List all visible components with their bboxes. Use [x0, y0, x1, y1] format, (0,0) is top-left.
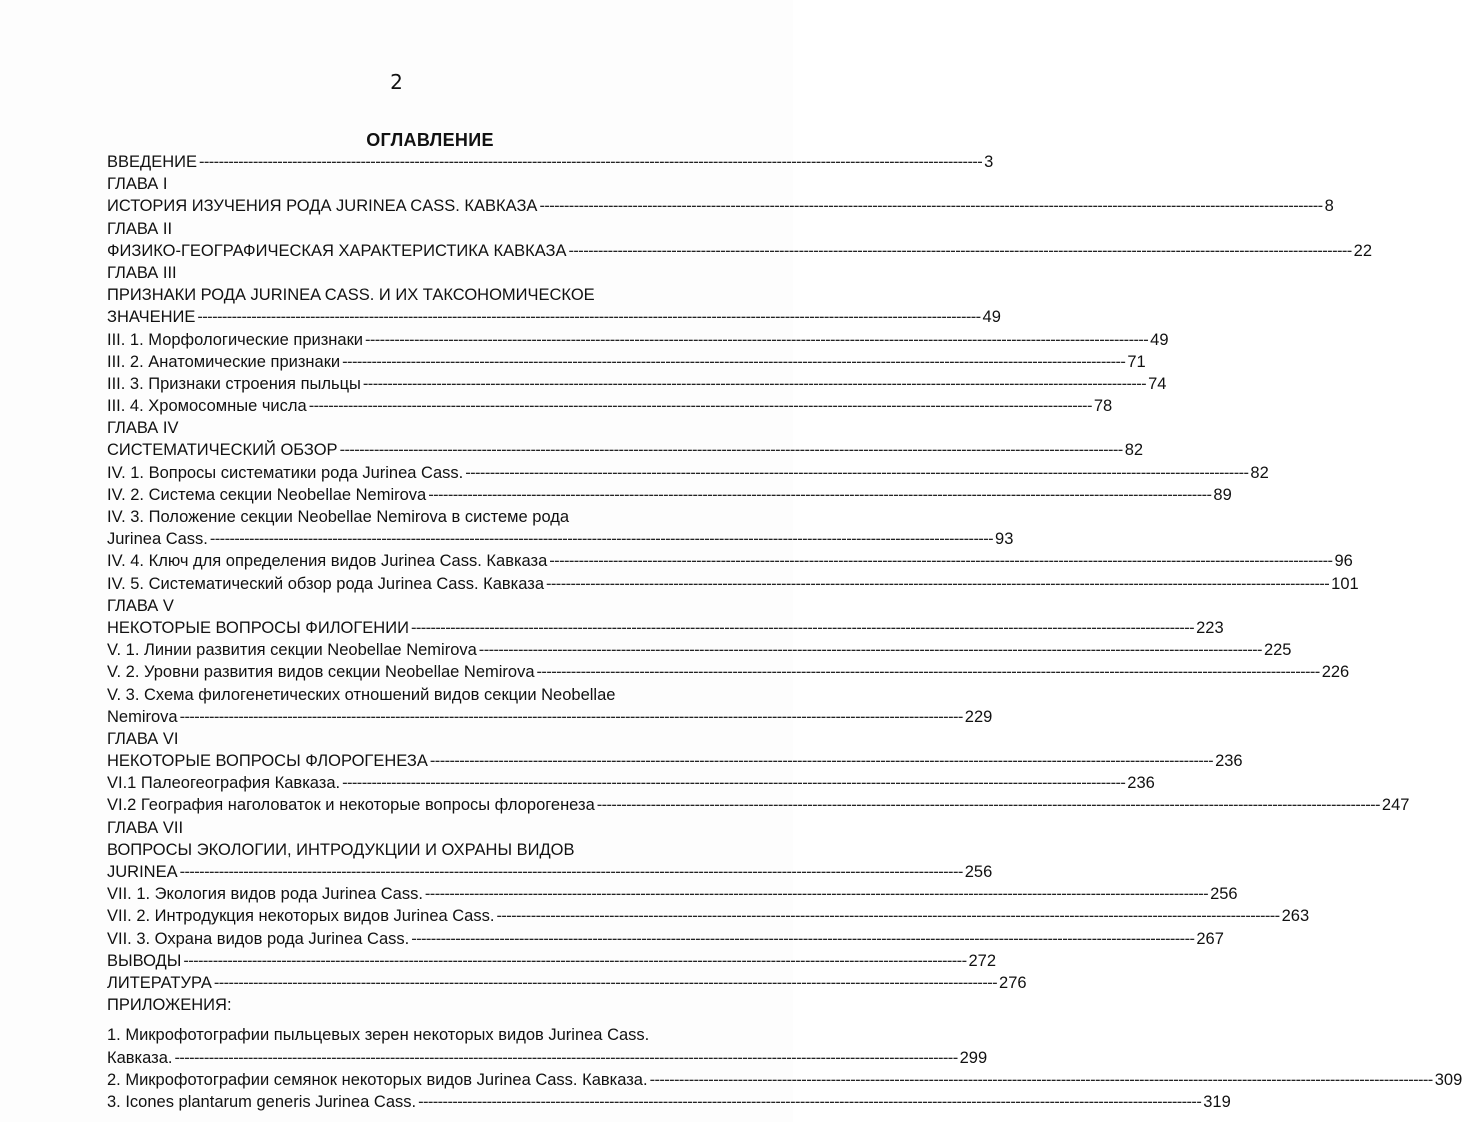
toc-entry-text: VII. 2. Интродукция некоторых видов Jurinea Cass.: [107, 907, 495, 926]
dot-leader: ----------------------------------------------------------------------------------------------------------------------------------------------------------------: [539, 197, 1323, 216]
dot-leader: ----------------------------------------------------------------------------------------------------------------------------------------------------------------: [596, 796, 1380, 815]
toc-entry-page: 8: [1324, 197, 1334, 216]
toc-entry-page: 267: [1196, 929, 1224, 948]
dot-leader: ----------------------------------------------------------------------------------------------------------------------------------------------------------------: [213, 973, 998, 992]
toc-entry: [107, 928, 1224, 950]
dot-leader: ----------------------------------------------------------------------------------------------------------------------------------------------------------------: [424, 885, 1209, 904]
table-of-contents: [107, 151, 1462, 1113]
toc-entry: [107, 772, 1155, 794]
dot-leader: ----------------------------------------------------------------------------------------------------------------------------------------------------------------: [649, 1070, 1433, 1089]
toc-entry-page: 247: [1381, 796, 1410, 815]
dot-leader: ----------------------------------------------------------------------------------------------------------------------------------------------------------------: [429, 752, 1214, 771]
toc-entry-page: 299: [959, 1048, 988, 1067]
toc-entry: [107, 151, 994, 173]
toc-entry-text: IV. 1. Вопросы систематики рода Jurinea Cass.: [107, 463, 464, 482]
toc-entry: [107, 528, 1014, 550]
toc-entry-page: 74: [1148, 374, 1167, 393]
toc-entry-text: JURINEA: [107, 863, 178, 881]
toc-entry: [107, 1069, 1462, 1091]
toc-entry: [107, 351, 1146, 373]
toc-heading: ГЛАВА III: [107, 263, 177, 282]
toc-entry-text: Jurinea Cass.: [107, 530, 208, 549]
dot-leader: ----------------------------------------------------------------------------------------------------------------------------------------------------------------: [362, 374, 1147, 393]
toc-entry: [107, 661, 1350, 683]
toc-entry-page: 71: [1127, 352, 1146, 371]
toc-entry-text: VII. 1. Экология видов рода Jurinea Cass.: [107, 885, 423, 904]
toc-entry: [107, 306, 1001, 328]
toc-entry-page: 272: [968, 951, 997, 970]
toc-entry-page: 256: [1210, 885, 1238, 904]
toc-entry-text: ФИЗИКО-ГЕОГРАФИЧЕСКАЯ ХАРАКТЕРИСТИКА КАВКАЗА: [107, 241, 567, 260]
toc-entry-text: VII. 3. Охрана видов рода Jurinea Cass.: [107, 929, 410, 948]
toc-entry-text: ЗНАЧЕНИЕ: [107, 308, 196, 327]
toc-entry-text: VI.2 География наголоваток и некоторые вопросы флорогенеза: [107, 796, 595, 815]
toc-entry-text: 2. Микрофотографии семянок некоторых видов Jurinea Cass. Кавказа.: [107, 1070, 648, 1089]
dot-leader: ----------------------------------------------------------------------------------------------------------------------------------------------------------------: [197, 308, 981, 327]
toc-entry: [107, 195, 1334, 217]
toc-entry-text: СИСТЕМАТИЧЕСКИЙ ОБЗОР: [107, 441, 338, 460]
toc-entry: [107, 750, 1243, 772]
toc-entry-text: ВЫВОДЫ: [107, 951, 182, 970]
dot-leader: ----------------------------------------------------------------------------------------------------------------------------------------------------------------: [174, 1048, 958, 1067]
toc-heading: 1. Микрофотографии пыльцевых зерен некоторых видов Jurinea Cass.: [107, 1026, 650, 1045]
dot-leader: ----------------------------------------------------------------------------------------------------------------------------------------------------------------: [411, 929, 1195, 948]
toc-heading: ВОПРОСЫ ЭКОЛОГИИ, ИНТРОДУКЦИИ И ОХРАНЫ ВИДОВ: [107, 840, 575, 859]
toc-entry-page: 226: [1321, 663, 1350, 682]
toc-entry: [107, 706, 993, 728]
spacer: [107, 1016, 747, 1024]
dot-leader: ----------------------------------------------------------------------------------------------------------------------------------------------------------------: [179, 707, 963, 726]
dot-leader: ----------------------------------------------------------------------------------------------------------------------------------------------------------------: [179, 863, 963, 881]
toc-entry: [107, 905, 1310, 927]
dot-leader: ----------------------------------------------------------------------------------------------------------------------------------------------------------------: [568, 241, 1352, 260]
toc-entry-text: ИСТОРИЯ ИЗУЧЕНИЯ РОДА JURINEA CASS. КАВКАЗА: [107, 197, 538, 216]
dot-leader: ----------------------------------------------------------------------------------------------------------------------------------------------------------------: [428, 485, 1212, 504]
toc-entry: [107, 639, 1292, 661]
toc-entry-page: 49: [1150, 330, 1169, 349]
toc-entry-page: 82: [1124, 441, 1144, 460]
toc-entry-page: 229: [964, 707, 993, 726]
page-number: 2: [390, 70, 403, 94]
toc-entry: [107, 373, 1167, 395]
dot-leader: ----------------------------------------------------------------------------------------------------------------------------------------------------------------: [198, 153, 983, 171]
toc-entry-text: III. 1. Морфологические признаки: [107, 330, 363, 349]
dot-leader: ----------------------------------------------------------------------------------------------------------------------------------------------------------------: [465, 463, 1249, 482]
toc-entry-page: 236: [1127, 774, 1155, 793]
dot-leader: ----------------------------------------------------------------------------------------------------------------------------------------------------------------: [549, 552, 1333, 571]
toc-entry-text: ВВЕДЕНИЕ: [107, 153, 197, 171]
dot-leader: ----------------------------------------------------------------------------------------------------------------------------------------------------------------: [365, 330, 1149, 349]
toc-entry-text: III. 4. Хромосомные числа: [107, 397, 307, 416]
toc-entry: [107, 794, 1410, 816]
dot-leader: ----------------------------------------------------------------------------------------------------------------------------------------------------------------: [410, 618, 1195, 637]
toc-heading: ГЛАВА VII: [107, 818, 184, 837]
toc-entry-page: 236: [1215, 752, 1243, 771]
dot-leader: ----------------------------------------------------------------------------------------------------------------------------------------------------------------: [478, 641, 1262, 660]
toc-entry-text: ЛИТЕРАТУРА: [107, 973, 212, 992]
toc-entry: [107, 1091, 1231, 1113]
toc-entry-text: III. 2. Анатомические признаки: [107, 352, 341, 371]
toc-heading: V. 3. Схема филогенетических отношений видов секции Neobellae: [107, 685, 616, 704]
toc-heading: ГЛАВА V: [107, 596, 174, 615]
toc-entry-text: VI.1 Палеогеография Кавказа.: [107, 774, 341, 793]
toc-entry-page: 3: [984, 153, 994, 171]
toc-entry: [107, 462, 1269, 484]
toc-entry: [107, 395, 1113, 417]
toc-heading: ГЛАВА IV: [107, 419, 179, 438]
toc-entry-text: V. 2. Уровни развития видов секции Neobellae Nemirova: [107, 663, 535, 682]
toc-entry-page: 93: [995, 530, 1014, 549]
toc-entry: [107, 950, 997, 972]
toc-heading: ГЛАВА I: [107, 175, 168, 194]
toc-heading: IV. 3. Положение секции Neobellae Nemirova в системе рода: [107, 508, 570, 526]
toc-entry-page: 89: [1213, 485, 1232, 504]
toc-entry-text: НЕКОТОРЫЕ ВОПРОСЫ ФИЛОГЕНИИ: [107, 618, 409, 637]
toc-heading: ПРИЛОЖЕНИЯ:: [107, 996, 232, 1015]
toc-entry-page: 263: [1281, 907, 1310, 926]
dot-leader: ----------------------------------------------------------------------------------------------------------------------------------------------------------------: [342, 774, 1126, 793]
toc-entry: [107, 1047, 988, 1069]
dot-leader: ----------------------------------------------------------------------------------------------------------------------------------------------------------------: [339, 441, 1123, 460]
toc-entry-text: Nemirova: [107, 707, 178, 726]
toc-entry-text: III. 3. Признаки строения пыльцы: [107, 374, 361, 393]
toc-heading: ГЛАВА VI: [107, 729, 179, 748]
toc-entry-page: 276: [999, 973, 1027, 992]
toc-entry-text: IV. 2. Система секции Neobellae Nemirova: [107, 485, 427, 504]
toc-entry: [107, 550, 1353, 572]
toc-entry: [107, 439, 1144, 461]
toc-entry-text: IV. 4. Ключ для определения видов Jurinea Cass. Кавказа: [107, 552, 548, 571]
dot-leader: ----------------------------------------------------------------------------------------------------------------------------------------------------------------: [496, 907, 1280, 926]
toc-entry: [107, 861, 993, 883]
toc-entry: [107, 972, 1027, 994]
toc-entry-page: 319: [1203, 1092, 1231, 1111]
dot-leader: ----------------------------------------------------------------------------------------------------------------------------------------------------------------: [308, 397, 1092, 416]
toc-entry-page: 256: [964, 863, 993, 881]
toc-entry: [107, 883, 1238, 905]
dot-leader: ----------------------------------------------------------------------------------------------------------------------------------------------------------------: [546, 574, 1330, 593]
toc-entry-page: 101: [1331, 574, 1359, 593]
toc-entry-page: 225: [1263, 641, 1292, 660]
toc-entry: [107, 240, 1373, 262]
toc-entry-page: 96: [1334, 552, 1353, 571]
toc-entry-page: 82: [1250, 463, 1269, 482]
toc-heading: ПРИЗНАКИ РОДА JURINEA CASS. И ИХ ТАКСОНОМИЧЕСКОЕ: [107, 286, 595, 305]
toc-entry: [107, 617, 1224, 639]
toc-title: ОГЛАВЛЕНИЕ: [366, 130, 494, 150]
dot-leader: ----------------------------------------------------------------------------------------------------------------------------------------------------------------: [536, 663, 1320, 682]
dot-leader: ----------------------------------------------------------------------------------------------------------------------------------------------------------------: [418, 1092, 1202, 1111]
dot-leader: ----------------------------------------------------------------------------------------------------------------------------------------------------------------: [209, 530, 994, 549]
toc-entry-text: НЕКОТОРЫЕ ВОПРОСЫ ФЛОРОГЕНЕЗА: [107, 752, 428, 771]
toc-entry: [107, 573, 1359, 595]
dot-leader: ----------------------------------------------------------------------------------------------------------------------------------------------------------------: [183, 951, 967, 970]
toc-entry-text: IV. 5. Систематический обзор рода Jurinea Cass. Кавказа: [107, 574, 545, 593]
toc-entry-page: 49: [982, 308, 1001, 327]
toc-entry-text: V. 1. Линии развития секции Neobellae Nemirova: [107, 641, 477, 660]
toc-entry-page: 309: [1434, 1070, 1462, 1089]
toc-entry-page: 78: [1093, 397, 1113, 416]
dot-leader: ----------------------------------------------------------------------------------------------------------------------------------------------------------------: [342, 352, 1126, 371]
toc-entry: [107, 329, 1169, 351]
toc-entry-text: Кавказа.: [107, 1048, 173, 1067]
toc-entry-text: 3. Icones plantarum generis Jurinea Cass.: [107, 1092, 417, 1111]
toc-entry: [107, 484, 1232, 506]
toc-heading: ГЛАВА II: [107, 219, 173, 238]
toc-entry-page: 223: [1196, 618, 1224, 637]
toc-entry-page: 22: [1353, 241, 1373, 260]
